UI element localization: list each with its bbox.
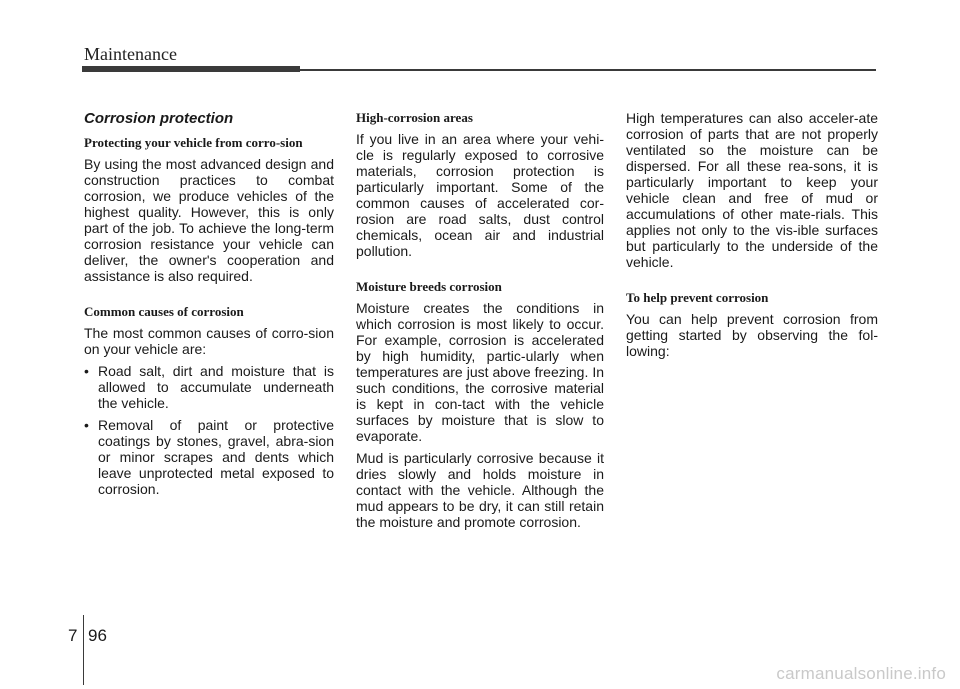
- subheading-prevent-corrosion: To help prevent corrosion: [626, 290, 769, 305]
- column-1: [84, 110, 334, 503]
- header-rule-thin: [300, 69, 876, 71]
- subheading-protecting-vehicle: Protecting your vehicle from corro-sion: [84, 135, 303, 150]
- bullet-icon: •: [84, 417, 89, 433]
- subheading-high-corrosion-areas: High-corrosion areas: [356, 110, 473, 125]
- list-item: • Road salt, dirt and moisture that is allowed to accumulate underneath the vehicle.: [84, 363, 334, 411]
- paragraph-prevent-corrosion: You can help prevent corrosion from getting started by observing the fol-lowing:: [626, 311, 878, 359]
- subheading-common-causes: Common causes of corrosion: [84, 304, 244, 319]
- paragraph-advanced-design: By using the most advanced design and construction practices to combat corrosion, we produce vehicles of the highest quality. However, this is only part of the job. To achieve the long-term corrosion resistance your vehicle can deliver, the owner's cooperation and assistance is also required.: [84, 156, 334, 284]
- paragraph-high-corrosion-areas: If you live in an area where your vehi-cle is regularly exposed to corrosive materials, corrosion protection is particularly important. Some of the common causes of accelerated cor-rosion are road salts, dust control chemicals, ocean air and industrial pollution.: [356, 131, 604, 259]
- bullet-icon: •: [84, 363, 89, 379]
- column-2: [356, 110, 604, 550]
- page-header-title: Maintenance: [84, 44, 177, 64]
- section-number: 7: [68, 626, 78, 645]
- subheading-moisture: Moisture breeds corrosion: [356, 279, 502, 294]
- page-number: 96: [88, 626, 107, 645]
- paragraph-moisture: Moisture creates the conditions in which corrosion is most likely to occur. For example, corrosion is accelerated by high humidity, partic-ularly when temperatures are just above freezing. In such conditions, the corrosive material is kept in con-tact with the vehicle surfaces by moisture that is slow to evaporate.: [356, 300, 604, 444]
- paragraph-common-causes: The most common causes of corro-sion on your vehicle are:: [84, 325, 334, 357]
- causes-list: [84, 363, 334, 497]
- header-rule-thick: [82, 66, 300, 72]
- watermark: carmanualsonline.info: [776, 664, 946, 683]
- section-title: Corrosion protection: [84, 110, 234, 127]
- column-3: [626, 110, 878, 379]
- footer-divider: [83, 615, 84, 685]
- paragraph-high-temperatures: High temperatures can also acceler-ate corrosion of parts that are not properly ventilated so the moisture can be dispersed. For all these rea-sons, it is particularly important to keep your vehicle clean and free of mud or accumulations of other mate-rials. This applies not only to the vis-ible surfaces but particularly to the underside of the vehicle.: [626, 110, 878, 270]
- paragraph-mud: Mud is particularly corrosive because it dries slowly and holds moisture in contact with the vehicle. Although the mud appears to be dry, it can still retain the moisture and promote corrosion.: [356, 450, 604, 530]
- list-item: • Removal of paint or protective coatings by stones, gravel, abra-sion or minor scrapes and dents which leave unprotected metal exposed to corrosion.: [84, 417, 334, 497]
